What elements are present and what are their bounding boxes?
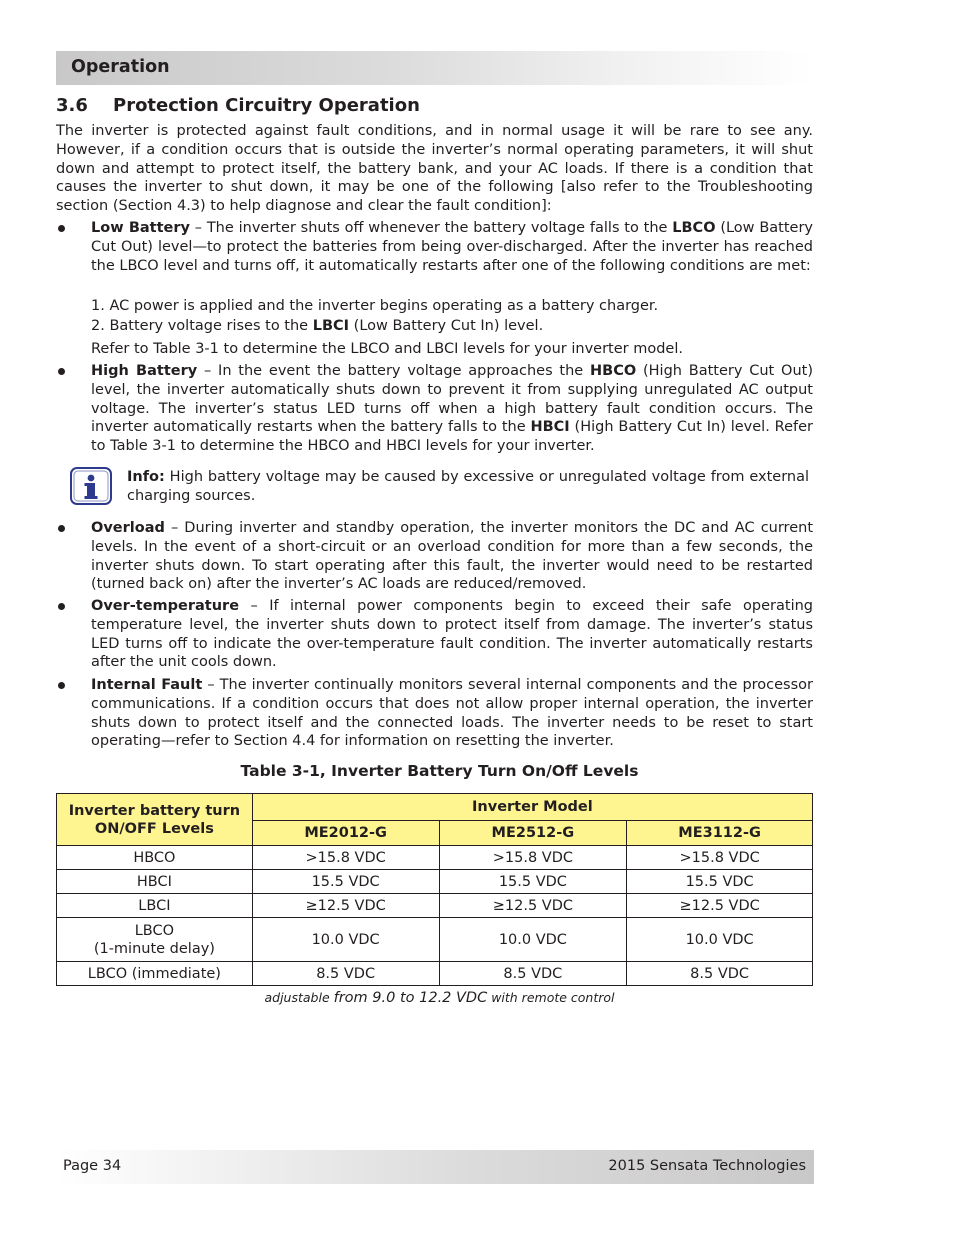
table-row [57,870,813,894]
hbci-term: HBCI [530,419,570,436]
high-battery-label: High Battery [91,363,198,379]
table-caption: Table 3-1, Inverter Battery Turn On/Off Levels [240,762,639,780]
condition-2-text: 2. Battery voltage rises to the [91,318,313,334]
cell-value: ≥12.5 VDC [439,894,627,918]
high-battery-paragraph [91,362,813,456]
battery-levels-table [56,793,813,986]
page-number: Page 34 [63,1158,122,1174]
hbco-term: HBCO [590,363,637,379]
high-battery-text-end: (High Battery Cut In) level. Refer to Table 3-1 to determine the HBCO and HBCI levels for your inverter. [91,419,813,455]
bullet-dot [58,682,65,689]
cell-value: 8.5 VDC [252,962,439,986]
high-battery-text: – In the event the battery voltage approaches the [197,363,591,379]
condition-1: 1. AC power is applied and the inverter begins operating as a battery charger. [91,298,659,314]
section-number: 3.6 [56,95,88,116]
internal-fault-text: – The inverter continually monitors several internal components and the processor communications. If a condition occurs that does not allow proper internal operation, the inverter shuts down to protect itself and the connected loads. The inverter needs to be reset to start operating—refer to Section 4.4 for information on resetting the inverter. [91,677,814,750]
cell-value: 15.5 VDC [627,870,813,894]
row-label-line1: LBCO [134,922,175,939]
internal-fault-label: Internal Fault [91,677,203,693]
cell-value: 15.5 VDC [439,870,627,894]
overload-text: – During inverter and standby operation, the inverter monitors the DC and AC current levels. In the event of a short-circuit or an overload condition for more than a few seconds, the inverter shuts down. To start operating after this fault, the inverter would need to be restarted (turned back on) after the inverter’s AC loads are reduced/removed. [91,520,813,593]
cell-value: 15.5 VDC [252,870,439,894]
cell-value: ≥12.5 VDC [252,894,439,918]
low-battery-text-cont: (Low Battery Cut Out) level—to protect the batteries from being over-discharged. After the inverter has reached the LBCO level and turns off, it automatically restarts after one of the following conditions are met: [91,220,814,274]
bullet-dot [58,525,65,532]
footnote-part-c: with remote control [487,990,615,1005]
table-header-levels: Inverter battery turn ON/OFF Levels [57,794,253,846]
row-label: HBCI [57,870,253,894]
overload-paragraph [91,519,813,594]
cell-value: ≥12.5 VDC [627,894,813,918]
cell-value: >15.8 VDC [252,846,439,870]
internal-fault-paragraph [91,676,813,751]
copyright: 2015 Sensata Technologies [608,1158,806,1174]
row-label: LBCI [57,894,253,918]
overload-label: Overload [91,520,165,536]
cell-value: 10.0 VDC [252,918,439,962]
condition-2 [91,317,813,336]
footnote-part-b: from 9.0 to 12.2 VDC [333,990,488,1006]
chapter-header-bar [56,51,814,85]
chapter-title: Operation [71,57,170,77]
low-battery-text: – The inverter shuts off whenever the battery voltage falls to the [189,220,673,236]
over-temperature-text: – If internal power components begin to exceed their safe operating temperature level, the inverter shuts down to protect itself from damage. The inverter’s status LED turns off to indicate the over-temperature fault condition. The inverter automatically restarts after the unit cools down. [91,598,813,671]
intro-paragraph: The inverter is protected against fault conditions, and in normal usage it will be rare to see any. However, if a condition occurs that is outside the inverter’s normal operating parameters, it will shut down and attempt to protect itself, the battery bank, and your AC loads. If there is a condition that causes the inverter to shut down, it may be one of the following [also refer to the Troubleshooting section (Section 4.3) to help diagnose and clear the fault condition]: [56,123,813,215]
footnote-part-a: adjustable [264,990,334,1005]
page-footer [56,1150,814,1184]
table-header-model: Inverter Model [252,794,812,821]
cell-value: 8.5 VDC [439,962,627,986]
model-header: ME2512-G [439,821,627,846]
bullet-dot [58,603,65,610]
cell-value: 10.0 VDC [439,918,627,962]
bullet-dot [58,368,65,375]
row-label: HBCO [57,846,253,870]
row-label: LBCO (immediate) [57,962,253,986]
bullet-dot [58,225,65,232]
cell-value: >15.8 VDC [439,846,627,870]
condition-2-text-cont: (Low Battery Cut In) level. [349,318,544,334]
model-header: ME3112-G [627,821,813,846]
info-text: High battery voltage may be caused by excessive or unregulated voltage from external charging sources. [127,469,809,504]
info-label: Info: [127,469,165,485]
cell-value: 10.0 VDC [627,918,813,962]
table-row [57,846,813,870]
table-footnote [56,990,823,1006]
row-label-line2: (1-minute delay) [93,940,215,957]
low-battery-label: Low Battery [91,220,190,236]
cell-value: 8.5 VDC [627,962,813,986]
low-battery-paragraph [91,219,813,275]
model-header: ME2012-G [252,821,439,846]
cell-value: >15.8 VDC [627,846,813,870]
over-temperature-label: Over-temperature [91,598,240,614]
lbco-term: LBCO [672,220,716,236]
lbci-term: LBCI [312,318,350,334]
over-temperature-paragraph [91,597,813,672]
low-battery-refer: Refer to Table 3-1 to determine the LBCO and LBCI levels for your inverter model. [91,341,683,357]
high-battery-text-cont: (High Battery Cut Out) level, the inverter automatically shuts down to prevent it from supplying unregulated AC output voltage. The inverter’s status LED turns off when a high battery fault condition occurs. The inverter automatically restarts when the battery falls to the [91,363,813,436]
table-row [57,962,813,986]
section-heading [56,95,420,116]
table-row [57,894,813,918]
info-icon [70,467,112,505]
table-row [57,918,813,962]
info-note [127,468,809,506]
row-label [57,918,253,962]
section-title: Protection Circuitry Operation [113,95,420,116]
